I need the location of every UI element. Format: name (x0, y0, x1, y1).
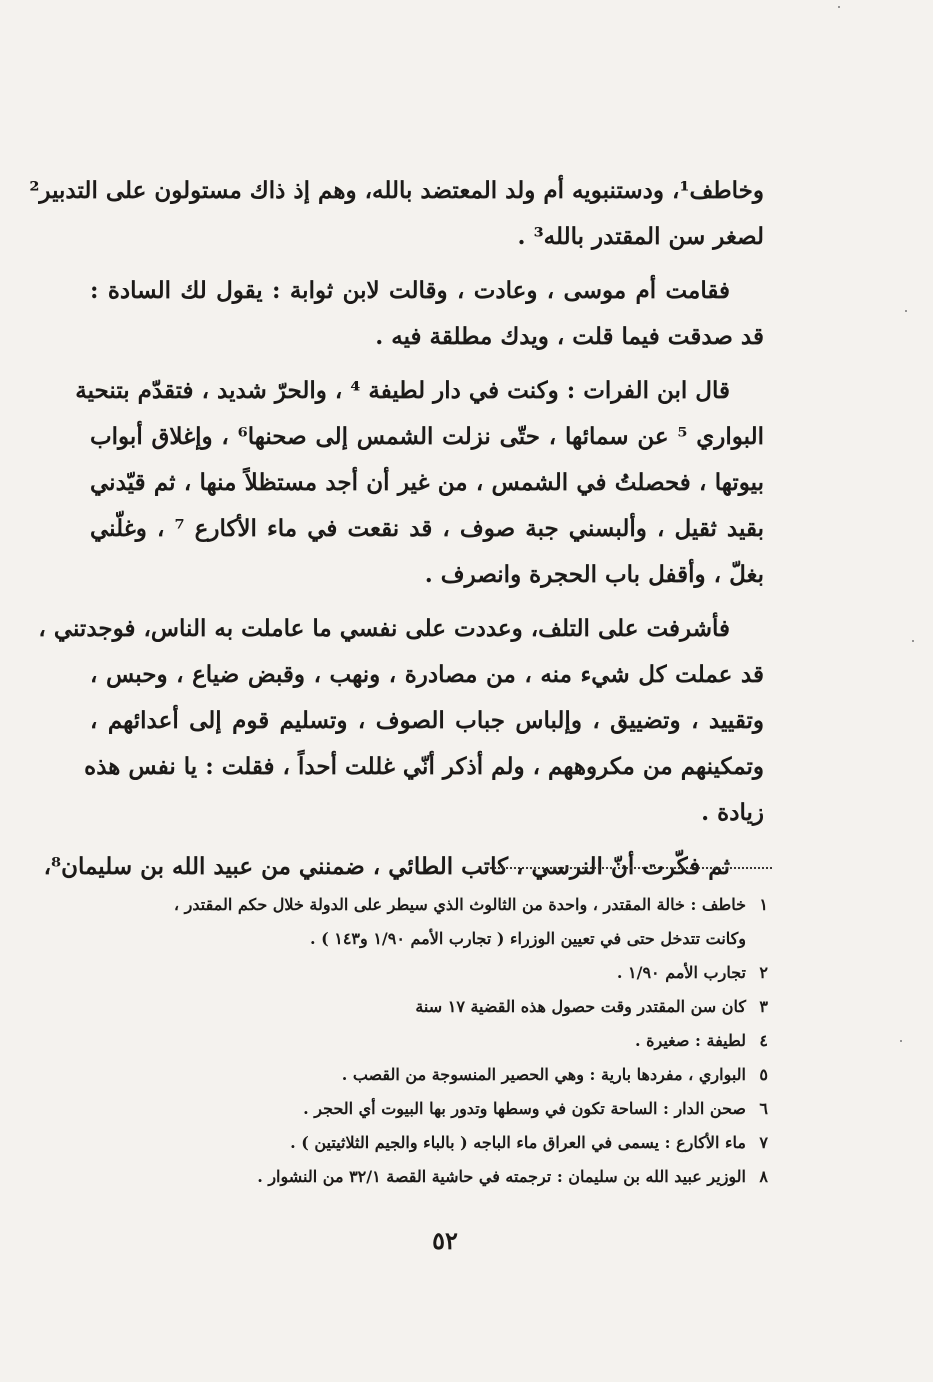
footnote-text: خاطف : خالة المقتدر ، واحدة من الثالوث الذي سيطر على الدولة خلال حكم المقتدر ، (173, 895, 746, 914)
footnote-text: الوزير عبيد الله بن سليمان : ترجمته في حاشية القصة ٣٢/١ من النشوار . (257, 1167, 746, 1186)
text-line: لصغر سن المقتدر بالله³ . (517, 223, 764, 250)
footnote (90, 1160, 768, 1194)
scan-speck (912, 640, 914, 642)
footnote (90, 956, 768, 990)
text-line: البواري ⁵ عن سمائها ، حتّى نزلت الشمس إلى صحنها⁶ ، وإغلاق أبواب (90, 423, 765, 450)
footnote-number: ٨ (759, 1167, 768, 1186)
footnote-number: ٥ (759, 1065, 768, 1084)
text-line: فقامت أم موسى ، وعادت ، وقالت لابن ثوابة : يقول لك السادة : (90, 277, 730, 304)
footnote-number: ٣ (759, 997, 768, 1016)
text-line: زيادة . (701, 799, 764, 826)
text-line: قد صدقت فيما قلت ، ويدك مطلقة فيه . (375, 323, 764, 350)
footnote (90, 1058, 768, 1092)
footnote-text: وكانت تتدخل حتى في تعيين الوزراء ( تجارب الأمم ١/٩٠ و١٤٣ ) . (309, 929, 746, 948)
footnote-number: ٢ (759, 963, 768, 982)
footnote (90, 1092, 768, 1126)
footnote-text: كان سن المقتدر وقت حصول هذه القضية ١٧ سنة (415, 997, 746, 1016)
page-number: ٥٢ (432, 1226, 458, 1255)
footnote (90, 922, 768, 956)
scan-speck (900, 1040, 902, 1042)
footnote-text: البواري ، مفردها بارية : وهي الحصير المنسوجة من القصب . (341, 1065, 746, 1084)
main-text-block (29, 168, 765, 890)
text-line: بيوتها ، فحصلتُ في الشمس ، من غير أن أجد مستظلاً منها ، ثم قيّدني (90, 469, 764, 496)
footnote-text: ماء الأكارع : يسمى في العراق ماء الباجه ( بالباء والجيم الثلاثيتين ) . (290, 1133, 746, 1152)
footnote (90, 888, 768, 922)
scan-speck (838, 6, 840, 8)
text-line: وخاطف¹، ودستنبويه أم ولد المعتضد بالله، وهم إذ ذاك مستولون على التدبير² (29, 177, 764, 204)
text-line: بقيد ثقيل ، وألبسني جبة صوف ، قد نقعت في ماء الأكارع ⁷ ، وغلّني (90, 515, 764, 542)
footnote (90, 1126, 768, 1160)
text-line: وتمكينهم من مكروههم ، ولم أذكر أنّي غللت أحداً ، فقلت : يا نفس هذه (84, 753, 764, 780)
footnote-number: ٧ (759, 1133, 768, 1152)
text-line: فأشرفت على التلف، وعددت على نفسي ما عاملت به الناس، فوجدتني ، (38, 615, 730, 642)
footnote-number: ١ (759, 895, 768, 914)
footnote-text: صحن الدار : الساحة تكون في وسطها وتدور بها البيوت أي الحجر . (303, 1099, 746, 1118)
footnote-text: تجارب الأمم ١/٩٠ . (616, 963, 746, 982)
footnote-text: لطيفة : صغيرة . (634, 1031, 746, 1050)
text-line: قال ابن الفرات : وكنت في دار لطيفة ⁴ ، والحرّ شديد ، فتقدّم بتنحية (75, 377, 730, 404)
text-line: قد عملت كل شيء منه ، من مصادرة ، ونهب ، وقبض ضياع ، وحبس ، (90, 661, 764, 688)
text-line: ثم فكّرت أنّ النرسي ، كاتب الطائي ، ضمنني من عبيد الله بن سليمان⁸، (43, 853, 730, 880)
footnote (90, 1024, 768, 1058)
footnote-divider (485, 867, 772, 869)
text-line: بغلّ ، وأقفل باب الحجرة وانصرف . (424, 561, 764, 588)
footnote (90, 990, 768, 1024)
footnotes-block (90, 888, 768, 1194)
footnote-number: ٦ (759, 1099, 768, 1118)
footnote-number: ٤ (759, 1031, 768, 1050)
text-line: وتقييد ، وتضييق ، وإلباس جباب الصوف ، وتسليم قوم إلى أعدائهم ، (90, 707, 764, 734)
scan-speck (905, 310, 907, 312)
